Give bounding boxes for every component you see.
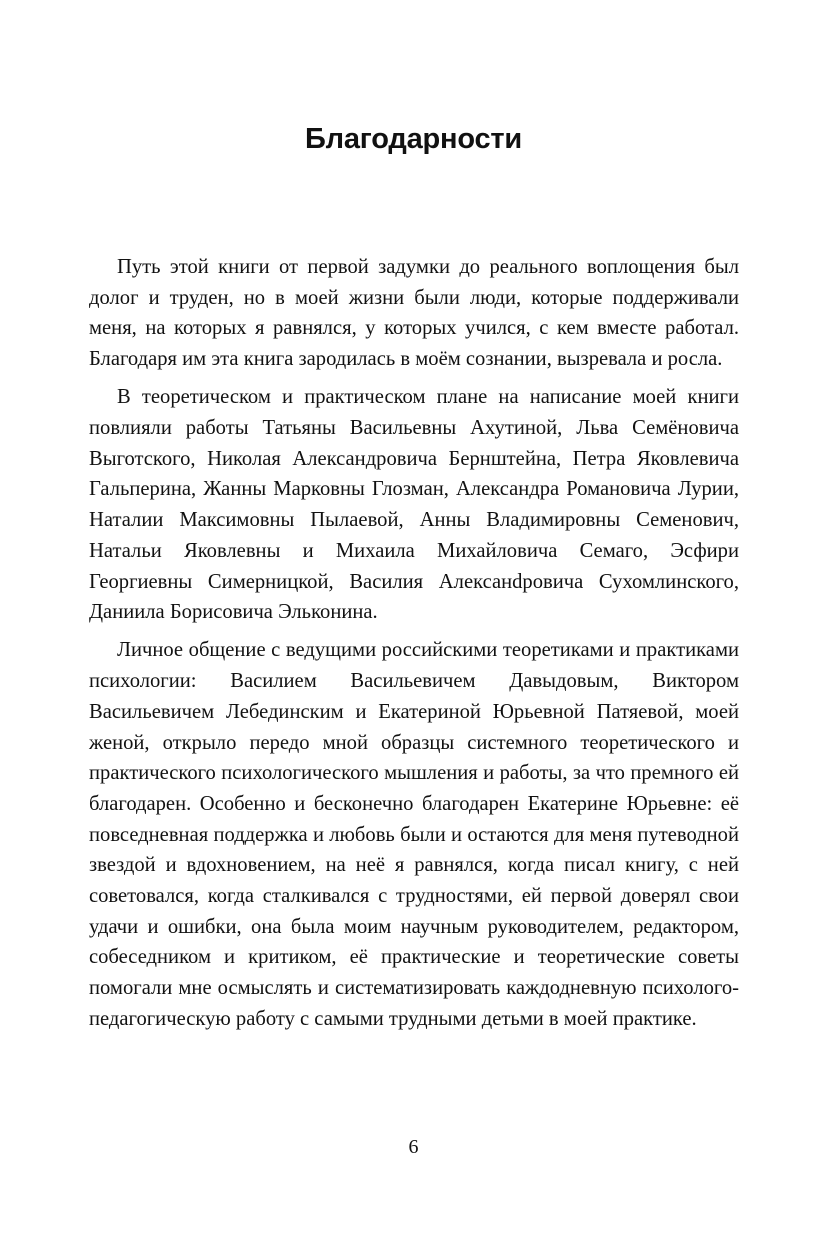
page-title: Благодарности <box>304 123 523 156</box>
paragraph-2: В теоретическом и практическом плане на написание моей книги повлияли работы Татьяны Васильевны Ахутиной, Льва Семёновича Выготского, Николая Александровича Бернштейна, Петра Яковлевича Гальперина, Жанны Марковны Глозман, Александра Романовича Лурии, Наталии Максимовны Пылаевой, Анны Владимировны Семенович, Натальи Яковлевны и Михаила Михайловича Семаго, Эсфири Георгиевны Симерницкой, Василия Алексанdровича Сухомлинского, Даниила Борисовича Эльконина. <box>89 386 739 624</box>
paragraph-3: Личное общение с ведущими российскими теоретиками и практиками психологии: Василием Васильевичем Давыдовым, Виктором Васильевичем Лебединским и Екатериной Юрьевной Патяевой, моей женой, открыло передо мной образцы системного теоретического и практического психологического мышления и работы, за что премного ей благодарен. Особенно и бесконечно благодарен Екатерине Юрьевне: её повседневная поддержка и любовь были и остаются для меня путеводной звездой и вдохновением, на неё я равнялся, когда писал книгу, с ней советовался, когда сталкивался с трудностями, ей первой доверял свои удачи и ошибки, она была моим научным руководителем, редактором, собеседником и критиком, её практические и теоретические советы помогали мне осмыслять и систематизировать каждодневную психолого-педагогическую работу с самыми трудными детьми в моей практике. <box>89 639 739 1030</box>
acknowledgements-text <box>89 252 739 1042</box>
page-number: 6 <box>408 1136 419 1158</box>
paragraph-1: Путь этой книги от первой задумки до реального воплощения был долог и труден, но в моей жизни были люди, которые поддерживали меня, на которых я равнялся, у которых учился, с кем вместе работал. Благодаря им эта книга зародилась в моём сознании, вызревала и росла. <box>89 256 739 371</box>
